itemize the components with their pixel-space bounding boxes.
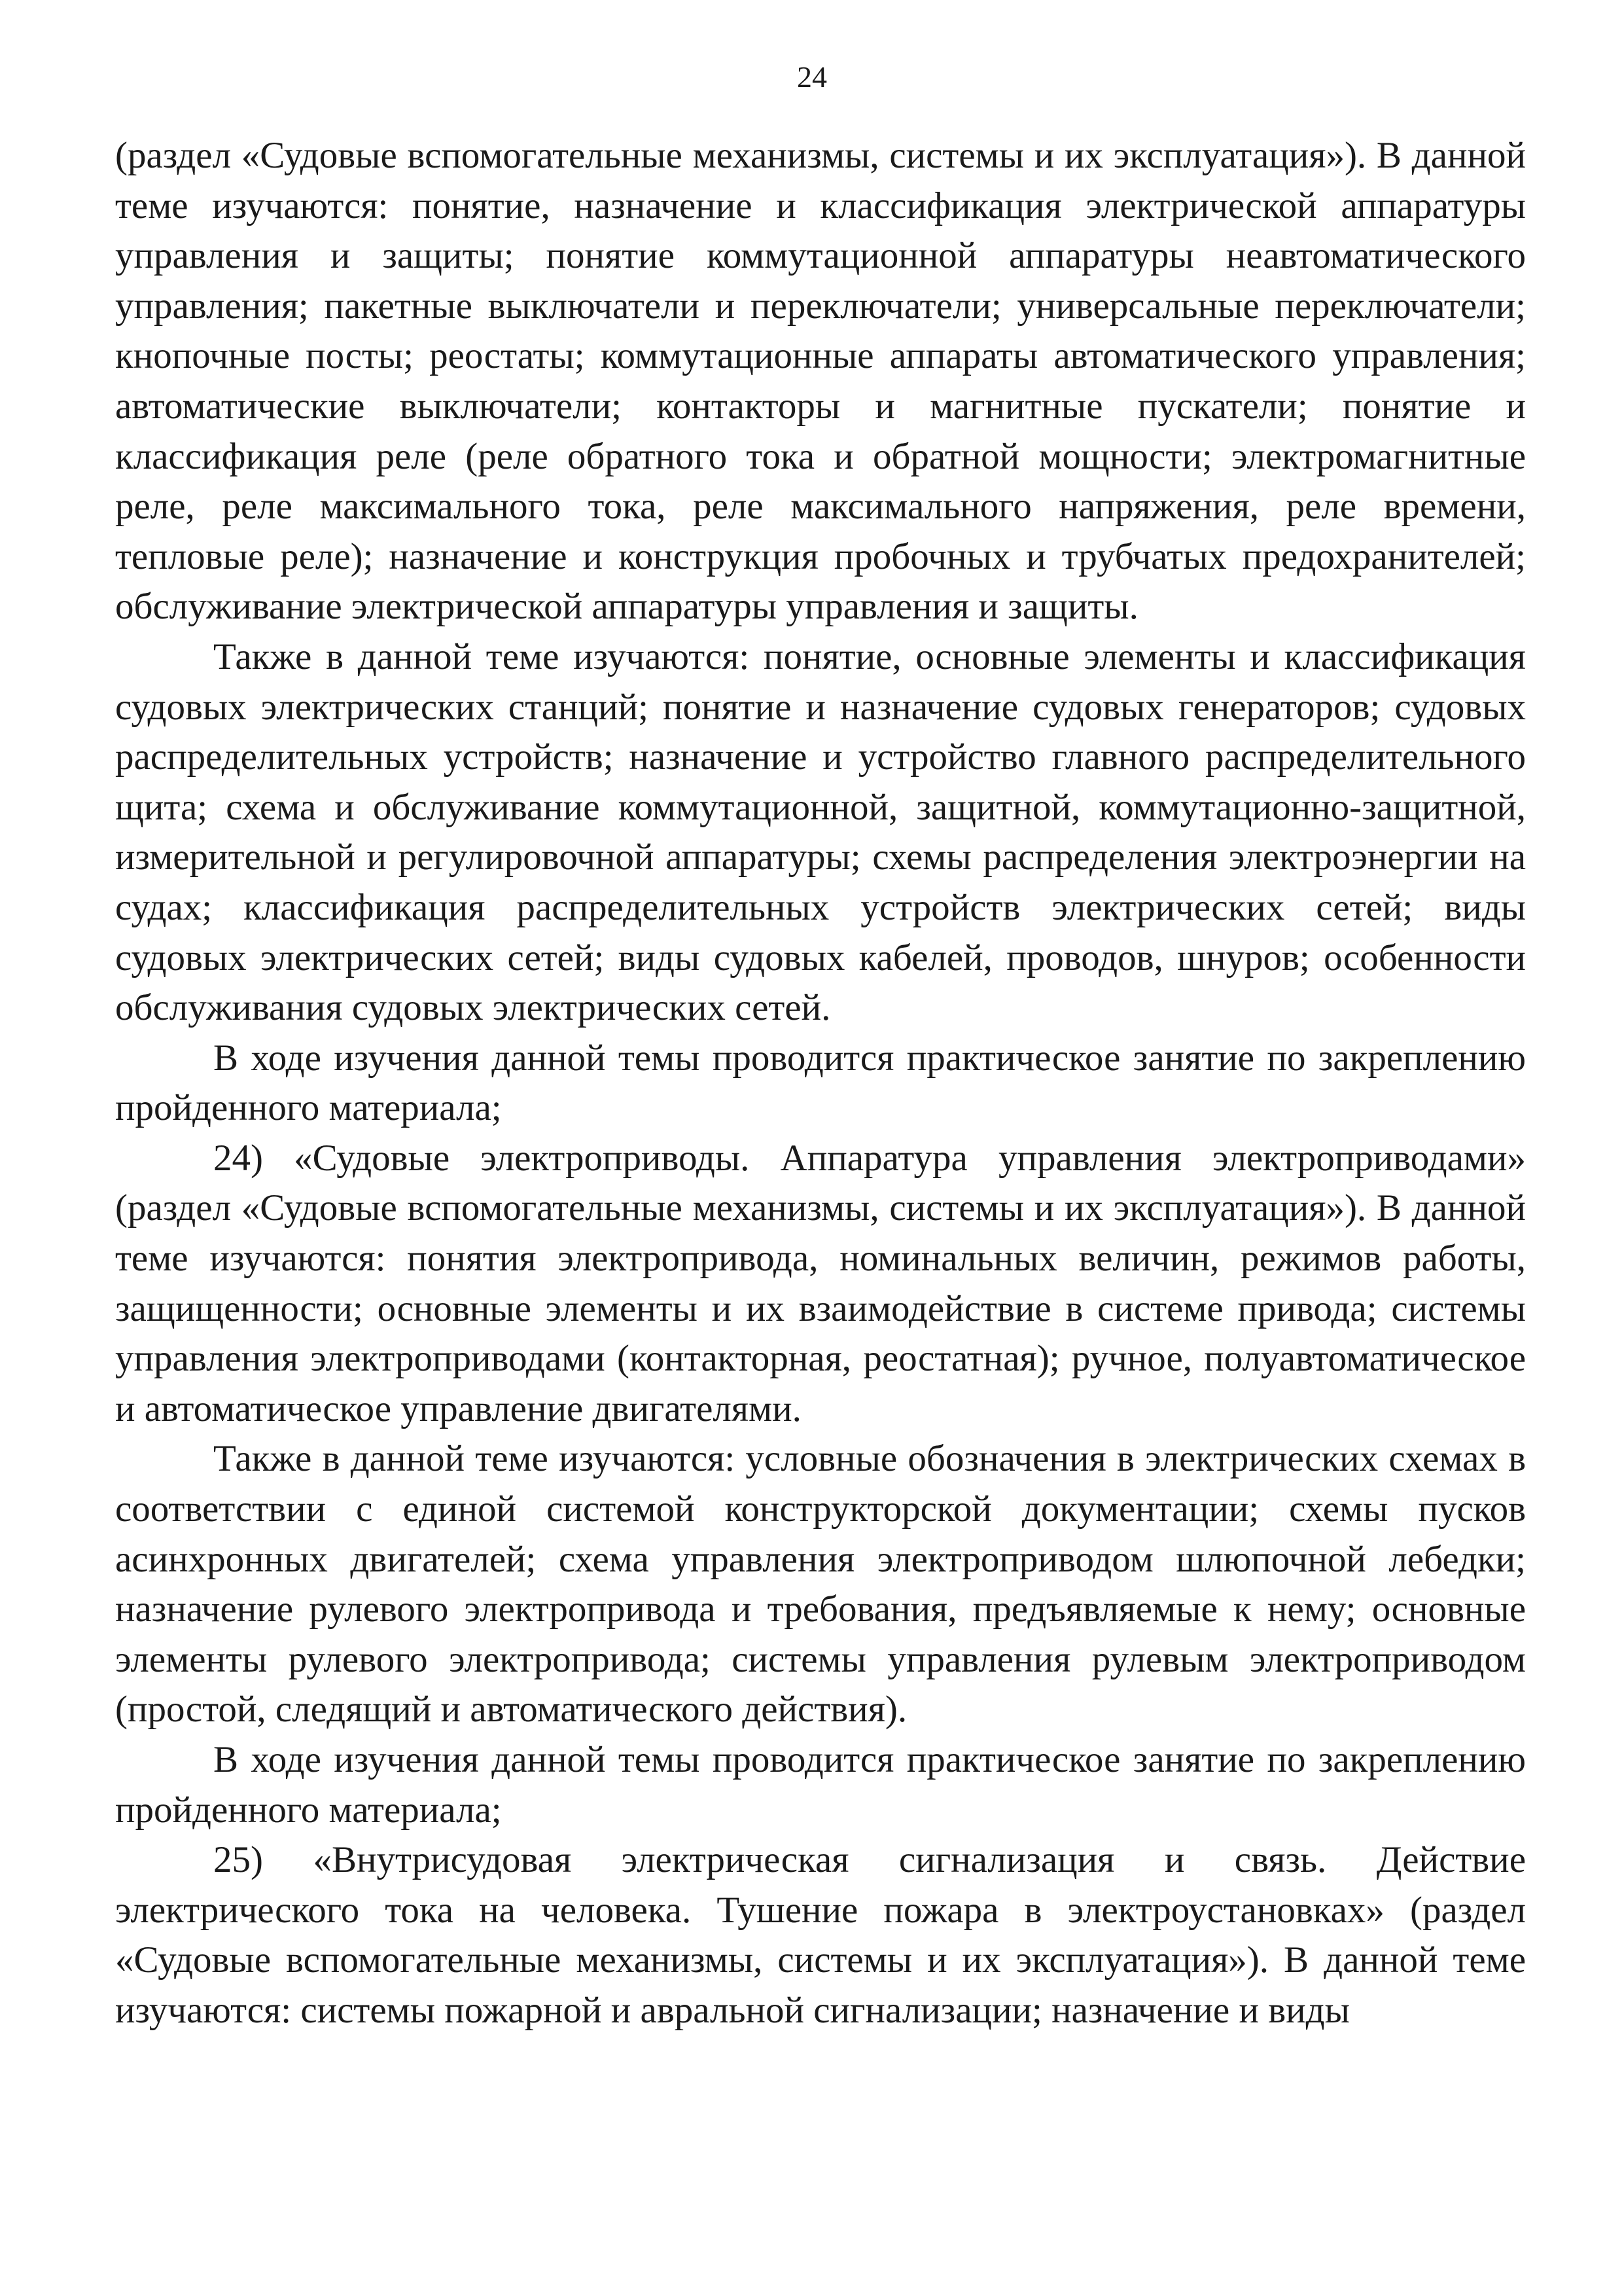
paragraph-2: Также в данной теме изучаются: понятие, основные элементы и классификация судовых электрических станций; понятие и назначение судовых генераторов; судовых распределительных устройств; назначение и устройство главного распределительного щита; схема и обслуживание коммутационной, защитной, коммутационно-защитной, измерительной и регулировочной аппаратуры; схемы распределения электроэнергии на судах; классификация распределительных устройств электрических сетей; виды судовых электрических сетей; виды судовых кабелей, проводов, шнуров; особенности обслуживания судовых электрических сетей. [115, 636, 1526, 1029]
paragraph-6: В ходе изучения данной темы проводится практическое занятие по закреплению пройденного материала; [115, 1739, 1526, 1831]
paragraph-5: Также в данной теме изучаются: условные обозначения в электрических схемах в соответствии с единой системой конструкторской документации; схемы пусков асинхронных двигателей; схема управления электроприводом шлюпочной лебедки; назначение рулевого электропривода и требования, предъявляемые к нему; основные элементы рулевого электропривода; системы управления рулевым электроприводом (простой, следящий и автоматического действия). [115, 1438, 1526, 1731]
document-body [115, 131, 1526, 2036]
paragraph-3: В ходе изучения данной темы проводится практическое занятие по закреплению пройденного материала; [115, 1037, 1526, 1129]
paragraph-4: 24) «Судовые электроприводы. Аппаратура управления электроприводами» (раздел «Судовые вспомогательные механизмы, системы и их эксплуатация»). В данной теме изучаются: понятия электропривода, номинальных величин, режимов работы, защищенности; основные элементы и их взаимодействие в системе привода; системы управления электроприводами (контакторная, реостатная); ручное, полуавтоматическое и автоматическое управление двигателями. [115, 1137, 1526, 1429]
paragraph-1: (раздел «Судовые вспомогательные механизмы, системы и их эксплуатация»). В данной теме изучаются: понятие, назначение и классификация электрической аппаратуры управления и защиты; понятие коммутационной аппаратуры неавтоматического управления; пакетные выключатели и переключатели; универсальные переключатели; кнопочные посты; реостаты; коммутационные аппараты автоматического управления; автоматические выключатели; контакторы и магнитные пускатели; понятие и классификация реле (реле обратного тока и обратной мощности; электромагнитные реле, реле максимального тока, реле максимального напряжения, реле времени, тепловые реле); назначение и конструкция пробочных и трубчатых предохранителей; обслуживание электрической аппаратуры управления и защиты. [115, 135, 1526, 628]
page-number: 24 [797, 60, 827, 94]
paragraph-7: 25) «Внутрисудовая электрическая сигнализация и связь. Действие электрического тока на человека. Тушение пожара в электроустановках» (раздел «Судовые вспомогательные механизмы, системы и их эксплуатация»). В данной теме изучаются: системы пожарной и авральной сигнализации; назначение и виды [115, 1839, 1526, 2031]
